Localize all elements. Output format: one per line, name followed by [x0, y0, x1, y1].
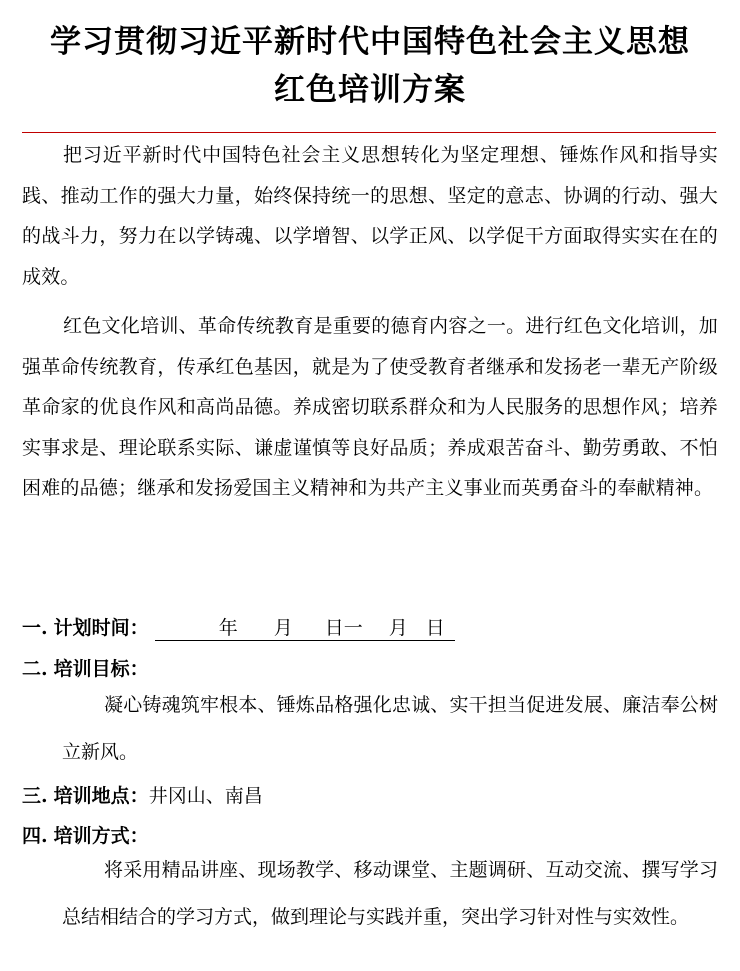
title-divider	[22, 132, 716, 133]
section-number: 四.	[22, 825, 48, 847]
section-goal	[22, 655, 722, 683]
section-method	[22, 822, 722, 850]
section-location	[22, 782, 722, 810]
date-month-label: 月	[273, 617, 293, 639]
section-label: 计划时间：	[53, 617, 149, 639]
section-label: 培训方式：	[53, 825, 149, 847]
intro-paragraph-1: 把习近平新时代中国特色社会主义思想转化为坚定理想、锤炼作风和指导实践、推动工作的强大力量，始终保持统一的思想、坚定的意志、协调的行动、强大的战斗力，努力在以学铸魂、以学增智、以学正风、以学促干方面取得实实在在的成效。	[22, 144, 718, 288]
document-title-line1: 学习贯彻习近平新时代中国特色社会主义思想	[50, 24, 690, 60]
date-month-end-label: 月	[388, 617, 408, 639]
date-year-label: 年	[218, 617, 238, 639]
section-label: 培训目标：	[53, 658, 149, 680]
date-blank	[155, 616, 455, 641]
date-day-to-label: 日一	[324, 617, 363, 639]
section-number: 一.	[22, 617, 48, 639]
section-label: 培训地点：	[53, 785, 149, 807]
intro-paragraph-2: 红色文化培训、革命传统教育是重要的德育内容之一。进行红色文化培训，加强革命传统教育，传承红色基因，就是为了使受教育者继承和发扬老一辈无产阶级革命家的优良作风和高尚品德。养成密切联系群众和为人民服务的思想作风；培养实事求是、理论联系实际、谦虚谨慎等良好品质；养成艰苦奋斗、勤劳勇敢、不怕困难的品德；继承和发扬爱国主义精神和为共产主义事业而英勇奋斗的奉献精神。	[22, 315, 718, 499]
document-title-line2: 红色培训方案	[274, 72, 466, 108]
section-number: 二.	[22, 658, 48, 680]
section-location-value: 井冈山、南昌	[148, 785, 263, 807]
section-method-body: 将采用精品讲座、现场教学、移动课堂、主题调研、互动交流、撰写学习总结相结合的学习方式，做到理论与实践并重，突出学习针对性与实效性。	[62, 859, 718, 928]
section-number: 三.	[22, 785, 48, 807]
section-schedule	[22, 614, 722, 642]
section-goal-body: 凝心铸魂筑牢根本、锤炼品格强化忠诚、实干担当促进发展、廉洁奉公树立新风。	[62, 694, 718, 763]
date-day-end-label: 日	[425, 617, 445, 639]
